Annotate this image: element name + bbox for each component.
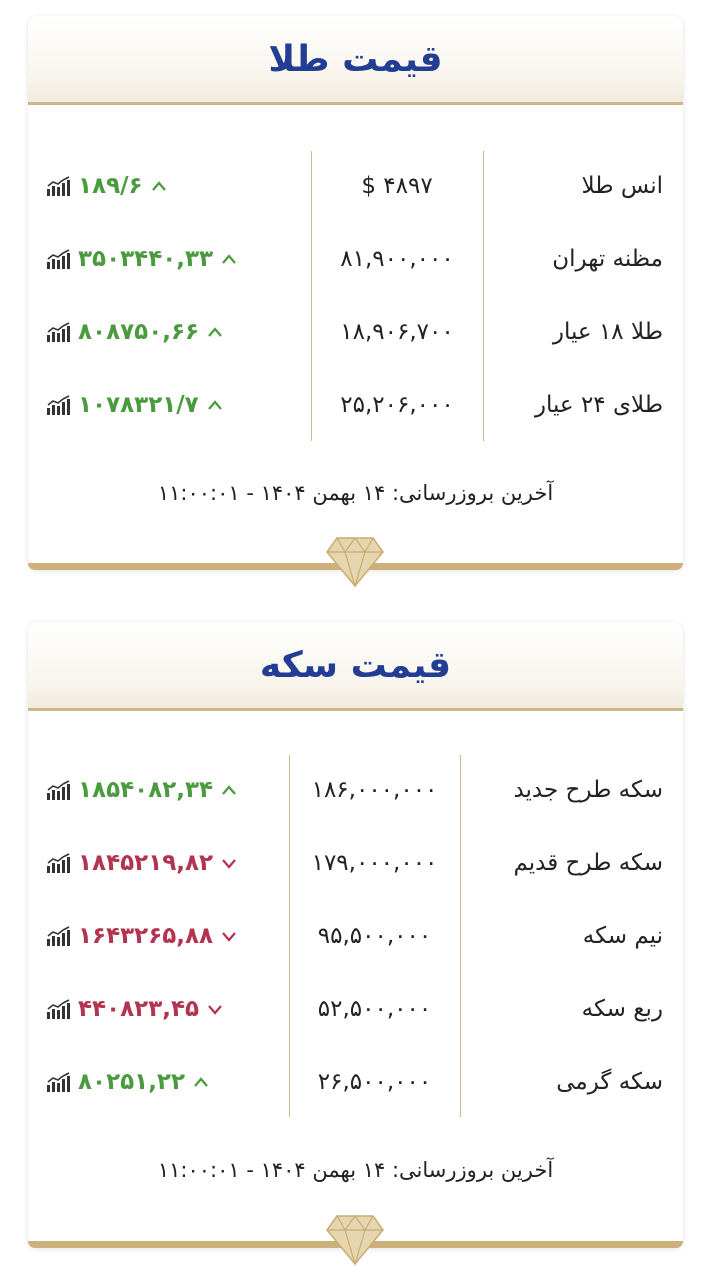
- bar-chart-trend-icon[interactable]: [46, 779, 72, 801]
- coin-card-title: قیمت سکه: [259, 644, 452, 686]
- item-price: ۲۶,۵۰۰,۰۰۰: [317, 1069, 432, 1095]
- item-name: انس طلا: [581, 173, 663, 199]
- table-row: [28, 166, 683, 206]
- item-price: ۲۵,۲۰۶,۰۰۰: [340, 392, 454, 418]
- gold-card-header: [28, 16, 683, 105]
- item-change: [46, 166, 167, 206]
- gold-price-card: [28, 16, 683, 570]
- bar-chart-trend-icon[interactable]: [46, 998, 72, 1020]
- item-price: ۸۱,۹۰۰,۰۰۰: [340, 246, 454, 272]
- item-name: سکه طرح قدیم: [513, 850, 663, 876]
- item-change: [46, 239, 237, 279]
- item-change: [46, 989, 223, 1029]
- item-name: طلا ۱۸ عیار: [552, 319, 663, 345]
- chevron-up-icon: [151, 180, 167, 192]
- item-price: ۵۲,۵۰۰,۰۰۰: [317, 996, 432, 1022]
- item-name: طلای ۲۴ عیار: [534, 392, 663, 418]
- item-price: $ ۴۸۹۷: [361, 173, 433, 199]
- table-row: [28, 385, 683, 425]
- diamond-icon: [325, 1212, 385, 1266]
- chevron-up-icon: [207, 326, 223, 338]
- table-row: [28, 1062, 683, 1102]
- item-name: ربع سکه: [581, 996, 663, 1022]
- chevron-down-icon: [207, 1003, 223, 1015]
- bar-chart-trend-icon[interactable]: [46, 1071, 72, 1093]
- item-name: مظنه تهران: [552, 246, 663, 272]
- item-price: ۹۵,۵۰۰,۰۰۰: [317, 923, 432, 949]
- change-value: ۴۴۰۸۲۳,۴۵: [78, 996, 200, 1022]
- item-price: ۱۷۹,۰۰۰,۰۰۰: [311, 850, 438, 876]
- coin-price-card: [28, 622, 683, 1248]
- gold-card-title: قیمت طلا: [268, 38, 443, 80]
- bar-chart-trend-icon[interactable]: [46, 248, 72, 270]
- bar-chart-trend-icon[interactable]: [46, 925, 72, 947]
- bar-chart-trend-icon[interactable]: [46, 394, 72, 416]
- table-row: [28, 916, 683, 956]
- chevron-up-icon: [193, 1076, 209, 1088]
- item-change: [46, 916, 237, 956]
- last-updated-text: آخرین بروزرسانی: ۱۴ بهمن ۱۴۰۴ - ۱۱:۰۰:۰۱: [157, 1158, 554, 1182]
- item-change: [46, 770, 237, 810]
- item-change: [46, 385, 223, 425]
- change-value: ۸۰۸۷۵۰,۶۶: [78, 319, 200, 345]
- item-change: [46, 1062, 209, 1102]
- item-price: ۱۸۶,۰۰۰,۰۰۰: [311, 777, 438, 803]
- gold-price-table: [28, 105, 683, 465]
- item-change: [46, 312, 223, 352]
- chevron-up-icon: [221, 784, 237, 796]
- item-name: سکه طرح جدید: [513, 777, 663, 803]
- coin-card-header: [28, 622, 683, 711]
- diamond-icon: [325, 534, 385, 588]
- item-name: نیم سکه: [582, 923, 663, 949]
- chevron-down-icon: [221, 857, 237, 869]
- item-change: [46, 843, 237, 883]
- change-value: ۱۶۴۳۲۶۵,۸۸: [78, 923, 214, 949]
- change-value: ۱۸۹/۶: [78, 173, 143, 199]
- change-value: ۸۰۲۵۱,۲۲: [78, 1069, 186, 1095]
- bar-chart-trend-icon[interactable]: [46, 321, 72, 343]
- chevron-down-icon: [221, 930, 237, 942]
- item-name: سکه گرمی: [556, 1069, 663, 1095]
- change-value: ۱۰۷۸۳۲۱/۷: [78, 392, 199, 418]
- bar-chart-trend-icon[interactable]: [46, 175, 72, 197]
- chevron-up-icon: [207, 399, 223, 411]
- chevron-up-icon: [221, 253, 237, 265]
- bar-chart-trend-icon[interactable]: [46, 852, 72, 874]
- table-row: [28, 770, 683, 810]
- item-price: ۱۸,۹۰۶,۷۰۰: [340, 319, 454, 345]
- change-value: ۱۸۴۵۲۱۹,۸۲: [78, 850, 214, 876]
- change-value: ۱۸۵۴۰۸۲,۳۴: [78, 777, 214, 803]
- change-value: ۳۵۰۳۴۴۰,۳۳: [78, 246, 214, 272]
- table-row: [28, 239, 683, 279]
- coin-price-table: [28, 711, 683, 1131]
- last-updated-text: آخرین بروزرسانی: ۱۴ بهمن ۱۴۰۴ - ۱۱:۰۰:۰۱: [157, 481, 554, 505]
- table-row: [28, 843, 683, 883]
- table-row: [28, 312, 683, 352]
- table-row: [28, 989, 683, 1029]
